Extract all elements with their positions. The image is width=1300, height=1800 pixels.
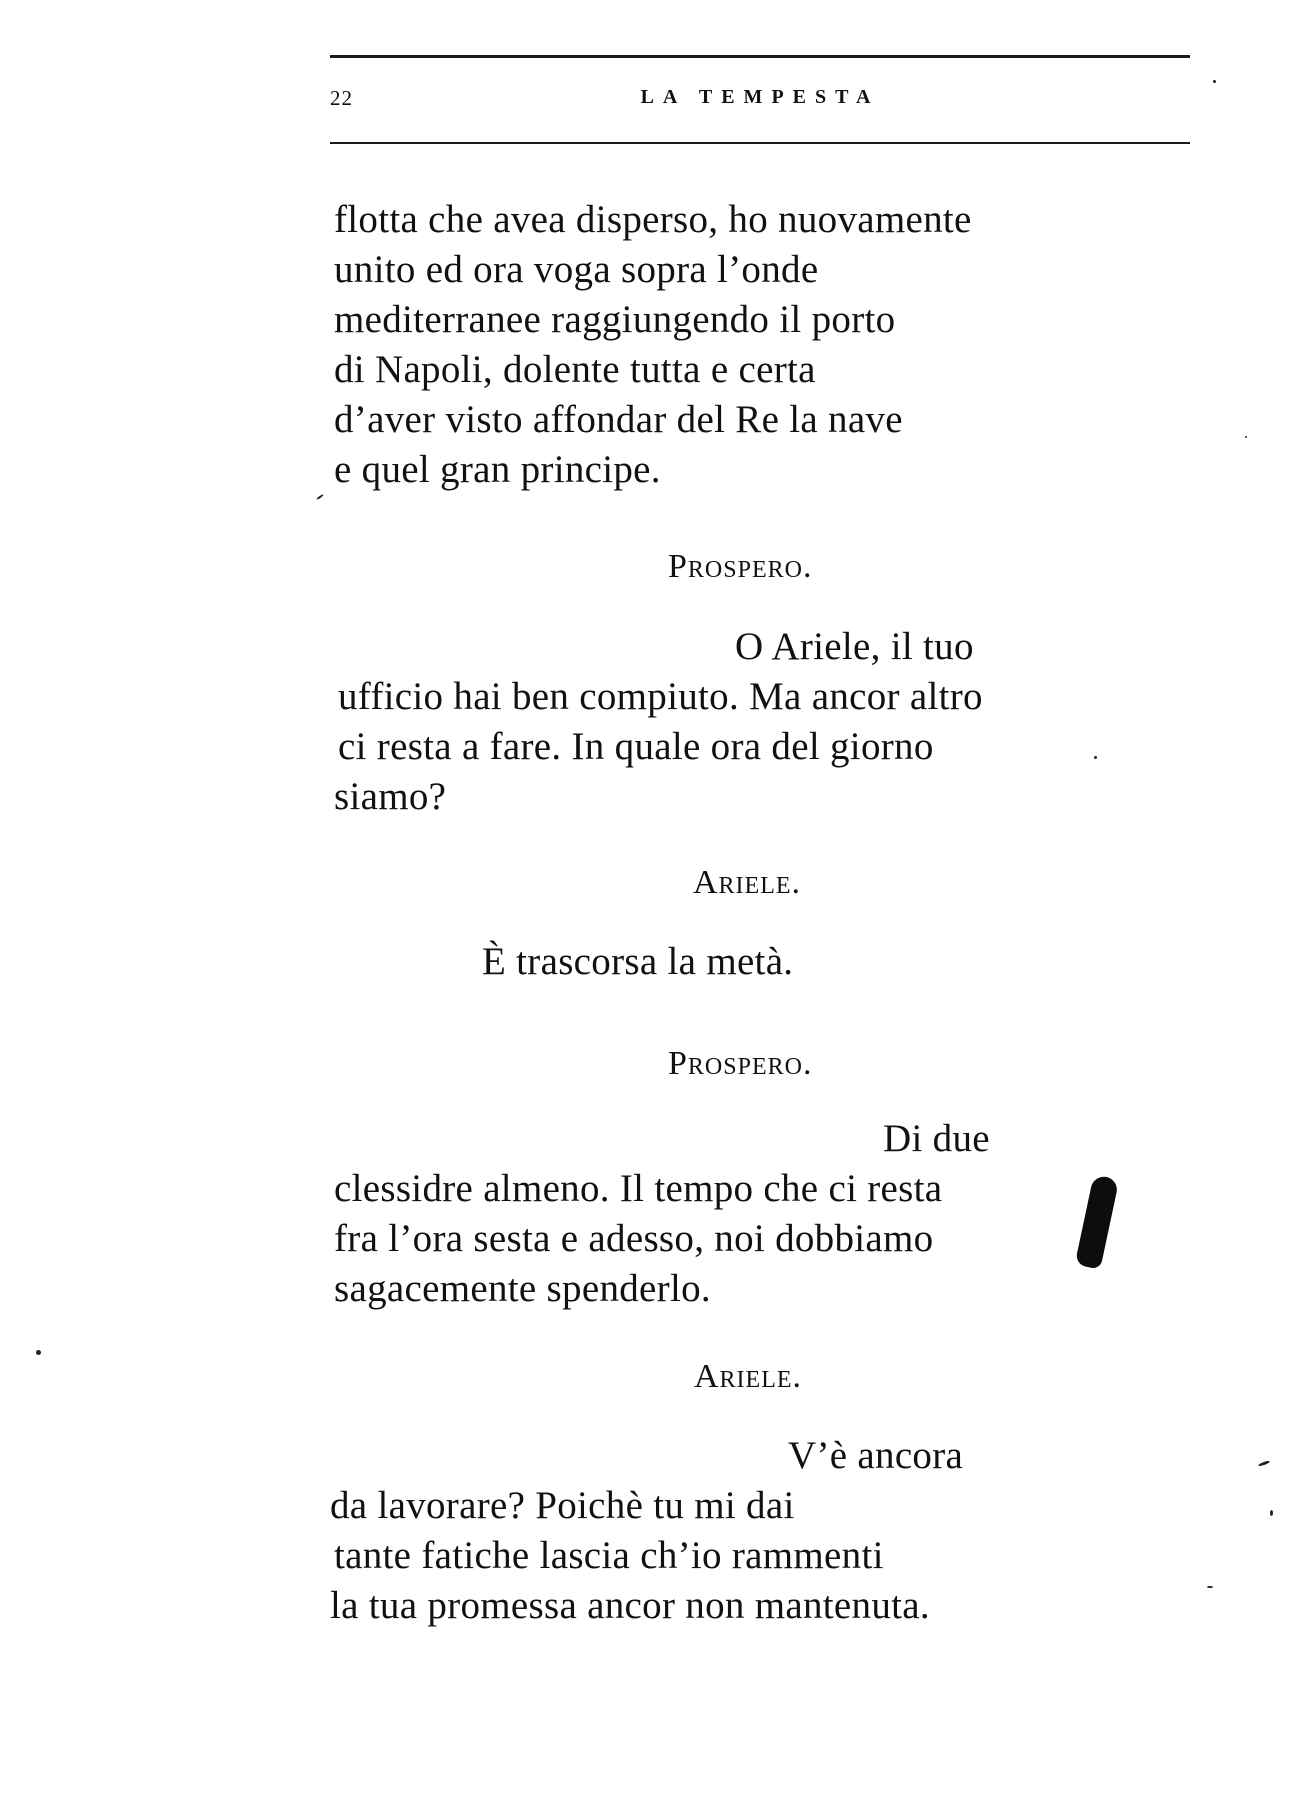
text-line: mediterranee raggiungendo il porto xyxy=(334,298,896,341)
text-line: fra l’ora sesta e adesso, noi dobbiamo xyxy=(334,1217,934,1260)
text-line: O Ariele, il tuo xyxy=(735,625,974,668)
running-title: LA TEMPESTA xyxy=(640,86,880,108)
text-line: ufficio hai ben compiuto. Ma ancor altro xyxy=(338,675,983,718)
scan-speck xyxy=(316,494,324,500)
scan-speck xyxy=(1094,756,1097,759)
text-line: flotta che avea disperso, ho nuovamente xyxy=(334,198,972,241)
scan-speck xyxy=(1213,80,1216,83)
text-line: clessidre almeno. Il tempo che ci resta xyxy=(334,1167,943,1210)
speaker-name: Prospero. xyxy=(668,1045,813,1082)
text-line: tante fatiche lascia ch’io rammenti xyxy=(334,1534,884,1577)
text-line: di Napoli, dolente tutta e certa xyxy=(334,348,816,391)
speaker-name: Ariele. xyxy=(693,864,802,901)
scan-speck xyxy=(1258,1460,1270,1467)
text-line: sagacemente spenderlo. xyxy=(334,1267,711,1310)
text-line: da lavorare? Poichè tu mi dai xyxy=(330,1484,795,1527)
ink-blot xyxy=(1075,1174,1120,1269)
page-number: 22 xyxy=(330,86,353,110)
speaker-name: Prospero. xyxy=(668,548,813,585)
header-rule-bottom xyxy=(330,142,1190,144)
text-line: V’è ancora xyxy=(788,1434,964,1477)
text-line: Di due xyxy=(883,1117,990,1160)
scan-speck xyxy=(1207,1586,1213,1588)
text-line: siamo? xyxy=(334,775,447,818)
text-line: È trascorsa la metà. xyxy=(482,940,794,983)
text-line: e quel gran principe. xyxy=(334,448,661,491)
header-rule-top xyxy=(330,55,1190,58)
text-line: la tua promessa ancor non mantenuta. xyxy=(330,1584,930,1627)
text-line: unito ed ora voga sopra l’onde xyxy=(334,248,819,291)
speaker-name: Ariele. xyxy=(694,1358,803,1395)
scan-speck xyxy=(1270,1510,1273,1516)
scan-speck xyxy=(36,1350,41,1355)
text-line: d’aver visto affondar del Re la nave xyxy=(334,398,903,441)
text-line: ci resta a fare. In quale ora del giorno xyxy=(338,725,934,768)
scan-speck xyxy=(1245,436,1247,438)
